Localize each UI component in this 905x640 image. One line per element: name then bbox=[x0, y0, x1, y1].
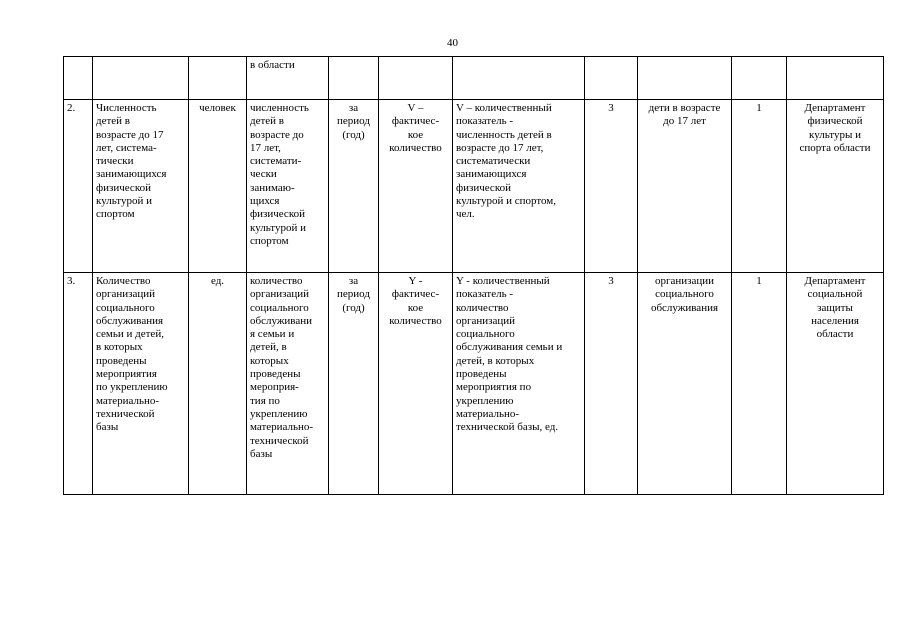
cell-text: населения bbox=[811, 314, 859, 327]
cell-text: по укреплению bbox=[96, 381, 168, 394]
cell-text: 1 bbox=[756, 102, 762, 114]
cell-text: организаций bbox=[456, 314, 516, 327]
cell-text: щихся bbox=[250, 195, 280, 208]
cell-text: проведены bbox=[96, 354, 147, 367]
cell-text: укреплению bbox=[456, 394, 514, 407]
cell-text: детей, в которых bbox=[456, 354, 535, 367]
cell-text: количество bbox=[389, 141, 442, 154]
cell-method bbox=[379, 100, 453, 273]
cell-text: материально- bbox=[456, 407, 520, 420]
cell-code bbox=[585, 57, 638, 100]
cell-text: 1 bbox=[756, 275, 762, 287]
cell-code bbox=[585, 273, 638, 495]
cell-text: 3 bbox=[608, 275, 614, 287]
cell-text: технической базы, ед. bbox=[456, 421, 559, 434]
cell-text: технической bbox=[250, 434, 309, 447]
cell-text: базы bbox=[250, 447, 273, 460]
cell-text: количество bbox=[389, 314, 442, 327]
cell-text: Численность bbox=[96, 102, 157, 114]
cell-code bbox=[585, 100, 638, 273]
cell-group bbox=[638, 57, 732, 100]
cell-text: Департамент bbox=[804, 275, 866, 287]
cell-text: мероприя- bbox=[250, 381, 299, 394]
cell-text: 3 bbox=[608, 102, 614, 114]
cell-text: занимающихся bbox=[456, 168, 527, 181]
cell-text: фактичес- bbox=[391, 288, 440, 301]
cell-text: Y - количественный bbox=[456, 275, 550, 287]
cell-definition bbox=[247, 100, 329, 273]
cell-text: возрасте до 17 bbox=[96, 128, 164, 141]
cell-text: (год) bbox=[342, 301, 365, 314]
cell-text: обслуживания bbox=[96, 314, 164, 327]
cell-text: детей в bbox=[250, 115, 284, 128]
cell-text: показатель - bbox=[456, 115, 513, 128]
cell-definition bbox=[247, 57, 329, 100]
cell-text: Y - bbox=[408, 275, 423, 287]
cell-text: материально- bbox=[250, 421, 314, 434]
cell-text: (год) bbox=[342, 128, 365, 141]
cell-text: чел. bbox=[456, 208, 475, 221]
cell-text: период bbox=[337, 115, 370, 128]
cell-text: я семьи и bbox=[250, 328, 295, 341]
cell-text: период bbox=[337, 288, 370, 301]
cell-text: материально- bbox=[96, 394, 160, 407]
cell-method bbox=[379, 57, 453, 100]
cell-text: кое bbox=[407, 301, 424, 314]
cell-text: системати- bbox=[250, 155, 302, 168]
cell-text: спорта области bbox=[799, 141, 871, 154]
cell-unit bbox=[189, 273, 247, 495]
cell-text: количество bbox=[250, 275, 303, 287]
cell-text: фактичес- bbox=[391, 115, 440, 128]
cell-text: численность bbox=[250, 102, 309, 114]
cell-num bbox=[64, 273, 93, 495]
cell-text: ед. bbox=[210, 275, 225, 287]
cell-text: кое bbox=[407, 128, 424, 141]
cell-text: показатель - bbox=[456, 288, 513, 301]
cell-text: культурой и bbox=[250, 221, 306, 234]
cell-text: за bbox=[348, 102, 359, 114]
cell-text: лет, система- bbox=[96, 141, 157, 154]
cell-method bbox=[379, 273, 453, 495]
table-row bbox=[64, 100, 884, 273]
cell-text: семьи и детей, bbox=[96, 328, 164, 341]
cell-definition bbox=[247, 273, 329, 495]
cell-text: социальной bbox=[807, 288, 863, 301]
cell-text: технической bbox=[96, 407, 155, 420]
table-row bbox=[64, 273, 884, 495]
cell-text: социального bbox=[96, 301, 155, 314]
cell-text: области bbox=[816, 328, 854, 341]
cell-text: количество bbox=[456, 301, 509, 314]
cell-formula bbox=[453, 57, 585, 100]
cell-text: организаций bbox=[250, 288, 310, 301]
cell-num bbox=[64, 57, 93, 100]
cell-text: человек bbox=[199, 102, 236, 114]
cell-text: занимаю- bbox=[250, 181, 295, 194]
cell-text: обслуживания bbox=[650, 301, 719, 314]
cell-text: обслуживания семьи и bbox=[456, 341, 563, 354]
cell-text: культурой и спортом, bbox=[456, 195, 557, 208]
cell-text: спортом bbox=[250, 234, 289, 247]
cell-text: за bbox=[348, 275, 359, 287]
cell-text: социального bbox=[456, 328, 515, 341]
cell-name bbox=[93, 100, 189, 273]
cell-num bbox=[64, 100, 93, 273]
cell-text: в области bbox=[250, 59, 295, 71]
cell-group bbox=[638, 100, 732, 273]
cell-freq bbox=[732, 273, 787, 495]
cell-formula bbox=[453, 273, 585, 495]
cell-text: в которых bbox=[96, 341, 143, 354]
cell-text: социального bbox=[655, 288, 714, 301]
cell-group bbox=[638, 273, 732, 495]
cell-text: базы bbox=[96, 421, 119, 434]
cell-text: укреплению bbox=[250, 407, 308, 420]
cell-text: физической bbox=[456, 181, 511, 194]
cell-text: V – количественный bbox=[456, 102, 552, 114]
cell-text: 17 лет, bbox=[250, 141, 281, 154]
cell-formula bbox=[453, 100, 585, 273]
cell-name bbox=[93, 57, 189, 100]
cell-text: которых bbox=[250, 354, 289, 367]
cell-text: культуры и bbox=[809, 128, 861, 141]
cell-text: спортом bbox=[96, 208, 135, 221]
cell-text: мероприятия bbox=[96, 368, 157, 381]
cell-period bbox=[329, 57, 379, 100]
cell-period bbox=[329, 100, 379, 273]
cell-text: социального bbox=[250, 301, 309, 314]
cell-text: тически bbox=[96, 155, 134, 168]
cell-text: дети в возрасте bbox=[648, 102, 721, 114]
table-row-continuation bbox=[64, 57, 884, 100]
cell-text: тия по bbox=[250, 394, 280, 407]
cell-responsible bbox=[787, 57, 884, 100]
cell-text: проведены bbox=[250, 368, 301, 381]
cell-text: до 17 лет bbox=[663, 115, 706, 128]
cell-text: мероприятия по bbox=[456, 381, 532, 394]
cell-unit bbox=[189, 100, 247, 273]
cell-text: физической bbox=[807, 115, 863, 128]
cell-text: культурой и bbox=[96, 195, 152, 208]
row-number: 2. bbox=[67, 102, 76, 114]
cell-text: защиты bbox=[817, 301, 853, 314]
cell-freq bbox=[732, 57, 787, 100]
row-number: 3. bbox=[67, 275, 76, 287]
cell-freq bbox=[732, 100, 787, 273]
cell-text: V – bbox=[407, 102, 424, 114]
cell-text: Количество bbox=[96, 275, 151, 287]
cell-text: физической bbox=[96, 181, 151, 194]
cell-text: занимающихся bbox=[96, 168, 167, 181]
cell-text: систематически bbox=[456, 155, 531, 168]
cell-text: возрасте до 17 лет, bbox=[456, 141, 544, 154]
indicator-table bbox=[63, 56, 884, 495]
cell-text: Департамент bbox=[804, 102, 866, 114]
cell-period bbox=[329, 273, 379, 495]
cell-unit bbox=[189, 57, 247, 100]
cell-responsible bbox=[787, 273, 884, 495]
cell-text: детей, в bbox=[250, 341, 287, 354]
cell-text: физической bbox=[250, 208, 305, 221]
cell-text: обслуживани bbox=[250, 314, 313, 327]
cell-text: организаций bbox=[96, 288, 156, 301]
cell-text: детей в bbox=[96, 115, 130, 128]
cell-text: проведены bbox=[456, 368, 507, 381]
cell-text: организации bbox=[654, 275, 715, 287]
cell-name bbox=[93, 273, 189, 495]
cell-text: возрасте до bbox=[250, 128, 304, 141]
cell-text: чески bbox=[250, 168, 277, 181]
page-number: 40 bbox=[447, 37, 458, 49]
cell-text: численность детей в bbox=[456, 128, 552, 141]
cell-responsible bbox=[787, 100, 884, 273]
